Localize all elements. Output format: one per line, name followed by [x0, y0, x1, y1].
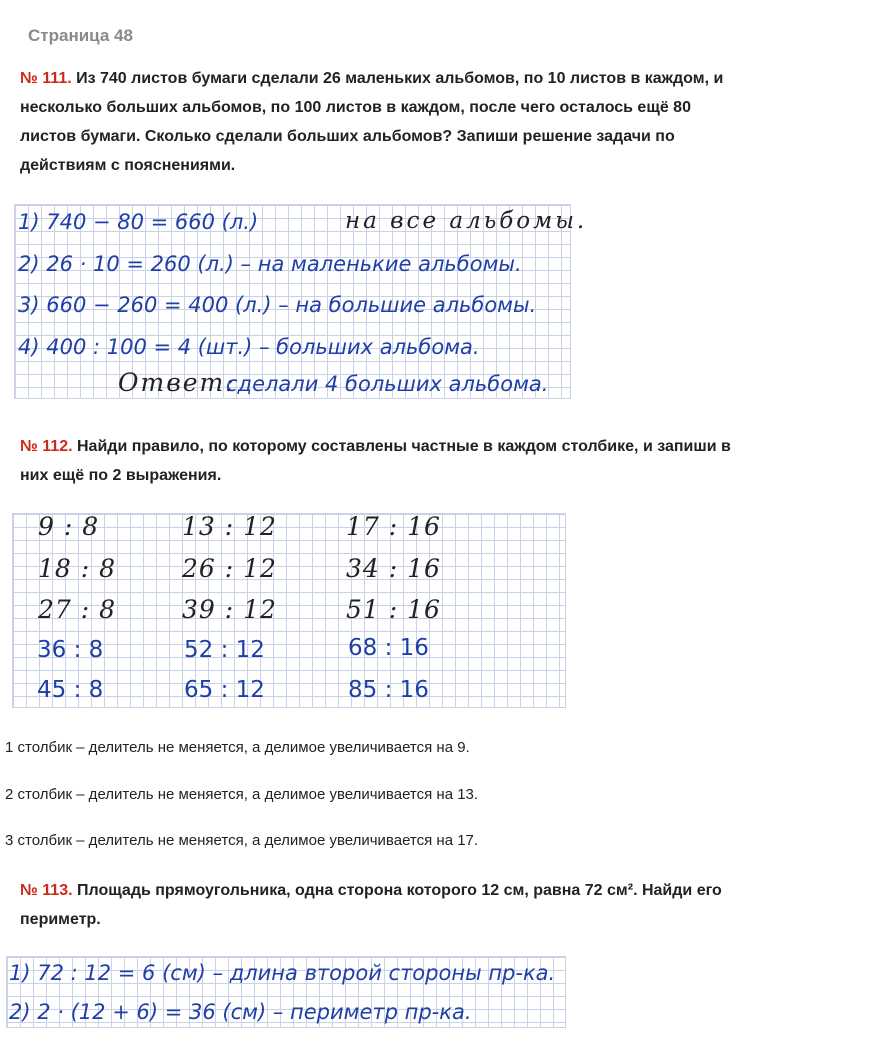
- task-112-statement: [20, 432, 870, 490]
- task-111-step-1-note: на все альбомы.: [345, 208, 588, 234]
- task-111-step-1: 1) 740 − 80 = 660 (л.): [18, 210, 259, 234]
- task-111-statement: [20, 64, 870, 180]
- page-title: Страница 48: [28, 26, 133, 45]
- task-111-answer-label: Ответ:: [118, 368, 236, 397]
- col-3-given-2: 34 : 16: [346, 554, 441, 583]
- task-112-number: № 112.: [20, 438, 73, 455]
- col-2-given-1: 13 : 12: [182, 512, 277, 541]
- task-113-statement: [20, 876, 870, 934]
- col-1-given-1: 9 : 8: [38, 512, 100, 541]
- task-111-number: № 111.: [20, 70, 72, 87]
- col-1-added-2: 45 : 8: [37, 677, 104, 703]
- task-113-step-1: 1) 72 : 12 = 6 (см) – длина второй стороны пр-ка.: [9, 961, 556, 985]
- task-111-answer-text: сделали 4 больших альбома.: [226, 372, 549, 396]
- task-113-step-2: 2) 2 · (12 + 6) = 36 (см) – периметр пр-ка.: [9, 1000, 472, 1024]
- task-112-line-2: них ещё по 2 выражения.: [20, 467, 222, 484]
- task-111-step-2: 2) 26 · 10 = 260 (л.) – на маленькие альбомы.: [18, 252, 522, 276]
- col-3-added-2: 85 : 16: [348, 677, 429, 703]
- col-2-given-3: 39 : 12: [182, 595, 277, 624]
- rule-column-2: 2 столбик – делитель не меняется, а делимое увеличивается на 13.: [5, 786, 479, 803]
- col-3-given-1: 17 : 16: [346, 512, 441, 541]
- task-111-line-3: листов бумаги. Сколько сделали больших альбомов? Запиши решение задачи по: [20, 128, 675, 145]
- task-111-line-4: действиям с пояснениями.: [20, 157, 236, 174]
- col-2-added-1: 52 : 12: [184, 637, 265, 663]
- col-3-added-1: 68 : 16: [348, 635, 429, 661]
- col-1-added-1: 36 : 8: [37, 637, 104, 663]
- task-113-line-2: периметр.: [20, 911, 101, 928]
- col-2-given-2: 26 : 12: [182, 554, 277, 583]
- col-1-given-2: 18 : 8: [38, 554, 117, 583]
- rule-column-3: 3 столбик – делитель не меняется, а делимое увеличивается на 17.: [5, 832, 479, 849]
- task-111-step-3: 3) 660 − 260 = 400 (л.) – на большие альбомы.: [18, 293, 537, 317]
- rule-column-1: 1 столбик – делитель не меняется, а делимое увеличивается на 9.: [5, 739, 470, 756]
- task-112-line-1: № 112. Найди правило, по которому составлены частные в каждом столбике, и запиши в: [20, 438, 731, 455]
- col-2-added-2: 65 : 12: [184, 677, 265, 703]
- task-111-step-4: 4) 400 : 100 = 4 (шт.) – больших альбома.: [18, 335, 480, 359]
- task-111-line-1: № 111. Из 740 листов бумаги сделали 26 маленьких альбомов, по 10 листов в каждом, и: [20, 70, 724, 87]
- col-1-given-3: 27 : 8: [38, 595, 117, 624]
- task-113-number: № 113.: [20, 882, 73, 899]
- task-113-line-1: № 113. Площадь прямоугольника, одна сторона которого 12 см, равна 72 см². Найди его: [20, 882, 722, 899]
- col-3-given-3: 51 : 16: [346, 595, 441, 624]
- task-111-line-2: несколько больших альбомов, по 100 листов в каждом, после чего осталось ещё 80: [20, 99, 691, 116]
